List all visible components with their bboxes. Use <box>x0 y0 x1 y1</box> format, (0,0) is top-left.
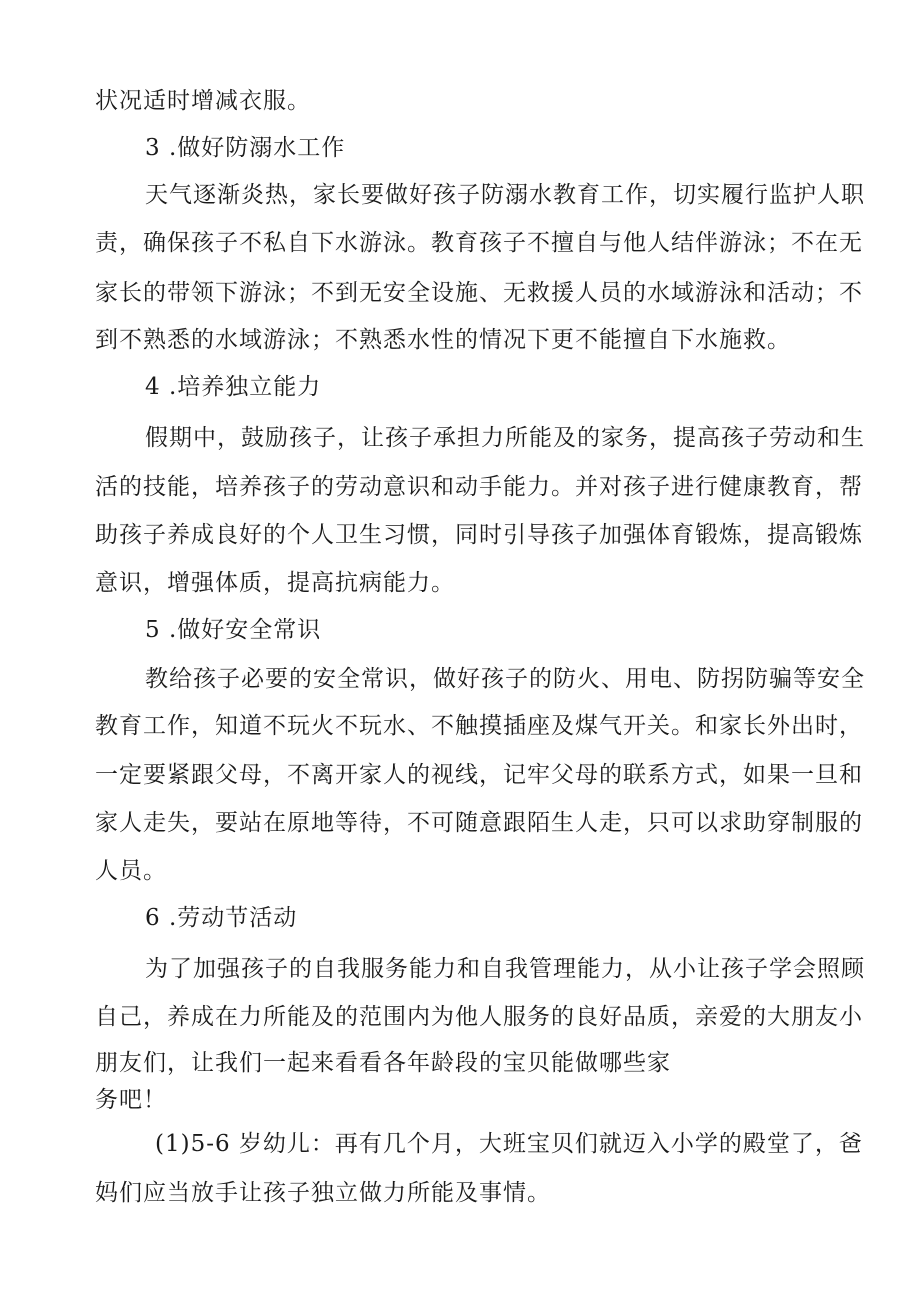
section-heading-3: 3 .做好防溺水工作 <box>145 135 346 161</box>
paragraph-line: 责，确保孩子不私自下水游泳。教育孩子不擅自与他人结伴游泳；不在无 <box>95 230 863 256</box>
paragraph-line: 妈们应当放手让孩子独立做力所能及事情。 <box>95 1180 551 1206</box>
paragraph-line: 天气逐渐炎热，家长要做好孩子防溺水教育工作，切实履行监护人职 <box>145 182 865 208</box>
paragraph-line: 状况适时增减衣服。 <box>95 88 311 114</box>
section-heading-6: 6 .劳动节活动 <box>145 905 298 931</box>
paragraph-line: 一定要紧跟父母，不离开家人的视线，记牢父母的联系方式，如果一旦和 <box>95 762 863 788</box>
paragraph-line: 为了加强孩子的自我服务能力和自我管理能力，从小让孩子学会照顾 <box>145 956 865 982</box>
paragraph-line: 务吧！ <box>95 1087 167 1113</box>
section-heading-5: 5 .做好安全常识 <box>145 617 322 643</box>
paragraph-line: 教育工作，知道不玩火不玩水、不触摸插座及煤气开关。和家长外出时， <box>95 713 863 739</box>
paragraph-line: 家长的带领下游泳；不到无安全设施、无救援人员的水域游泳和活动；不 <box>95 280 863 306</box>
paragraph-line: 朋友们，让我们一起来看看各年龄段的宝贝能做哪些家 <box>95 1050 671 1076</box>
paragraph-line: 人员。 <box>95 858 167 884</box>
paragraph-line: 活的技能，培养孩子的劳动意识和动手能力。并对孩子进行健康教育，帮 <box>95 474 863 500</box>
paragraph-line: (1)5-6 岁幼儿：再有几个月，大班宝贝们就迈入小学的殿堂了，爸 <box>155 1131 863 1157</box>
paragraph-line: 自己，养成在力所能及的范围内为他人服务的良好品质，亲爱的大朋友小 <box>95 1004 863 1030</box>
paragraph-line: 到不熟悉的水域游泳；不熟悉水性的情况下更不能擅自下水施救。 <box>95 327 791 353</box>
paragraph-line: 教给孩子必要的安全常识，做好孩子的防火、用电、防拐防骗等安全 <box>145 666 865 692</box>
paragraph-line: 家人走失，要站在原地等待，不可随意跟陌生人走，只可以求助穿制服的 <box>95 810 863 836</box>
section-heading-4: 4 .培养独立能力 <box>145 374 322 400</box>
paragraph-line: 意识，增强体质，提高抗病能力。 <box>95 570 455 596</box>
paragraph-line: 假期中，鼓励孩子，让孩子承担力所能及的家务，提高孩子劳动和生 <box>145 425 865 451</box>
paragraph-line: 助孩子养成良好的个人卫生习惯，同时引导孩子加强体育锻炼，提高锻炼 <box>95 522 863 548</box>
